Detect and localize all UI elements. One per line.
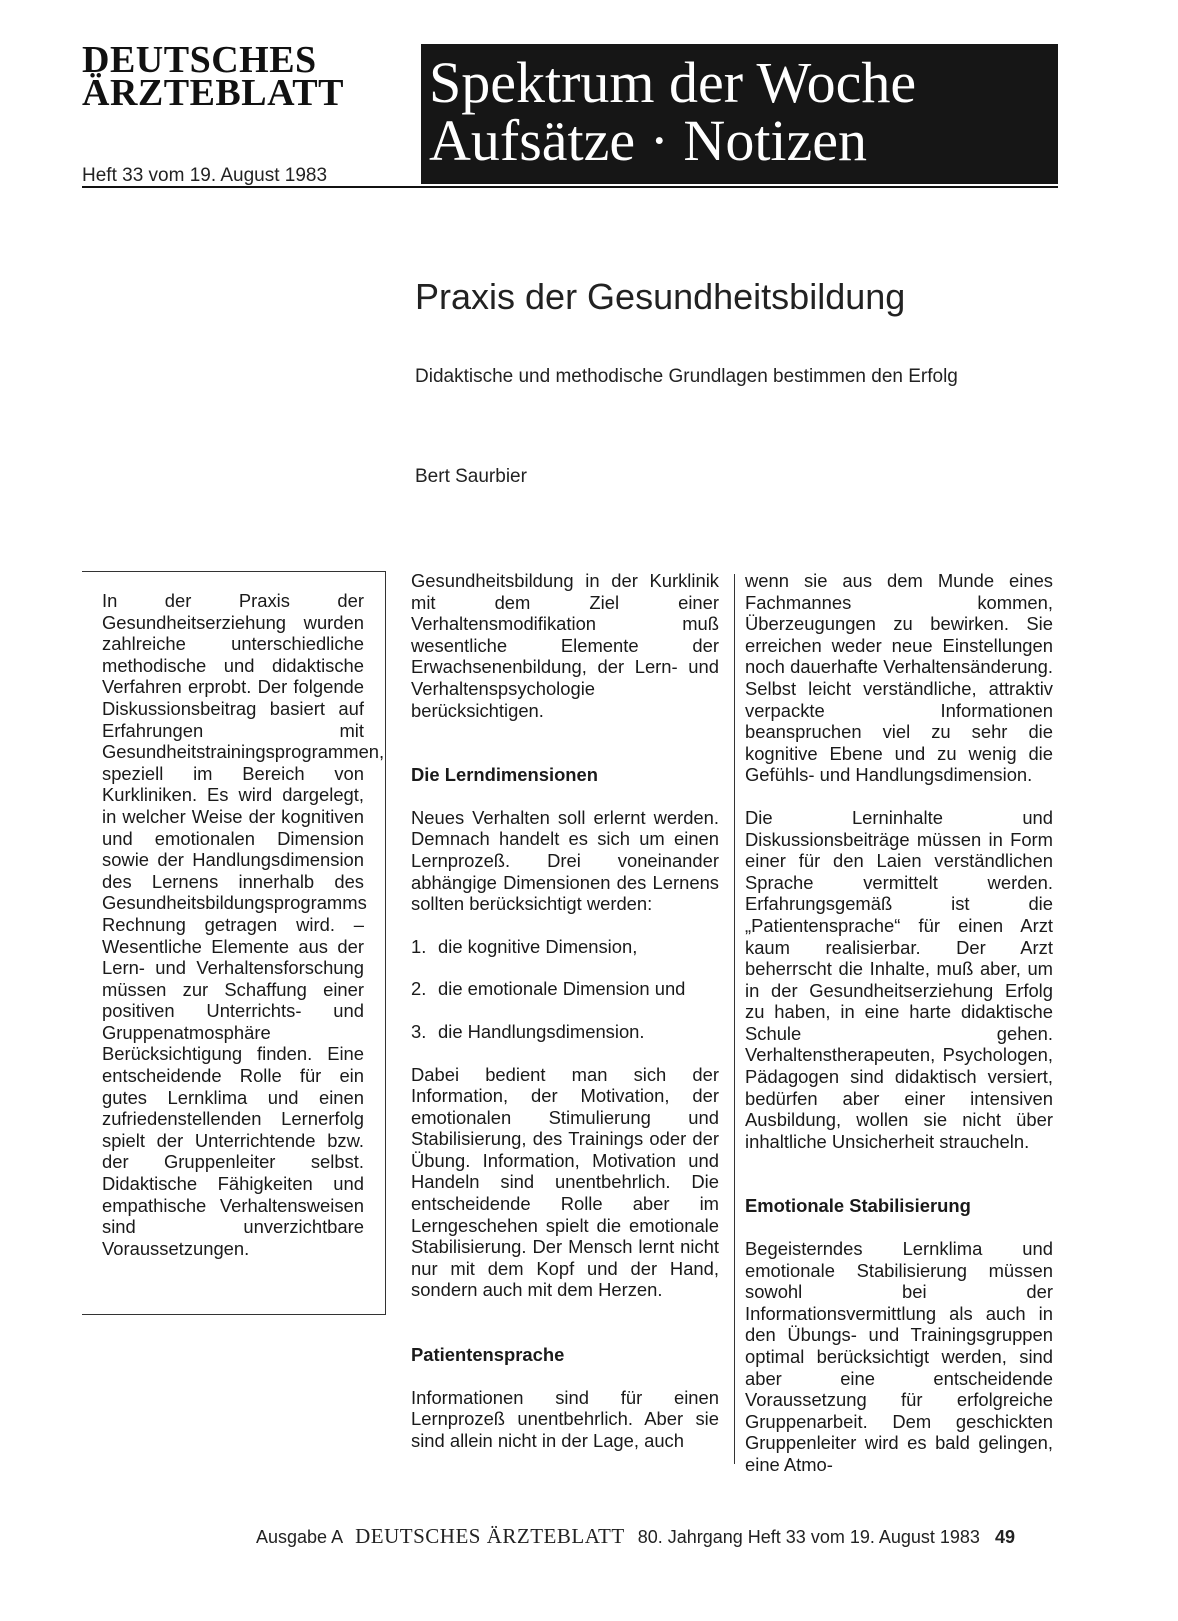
header-rule — [82, 186, 1058, 188]
list-item-text: die kognitive Dimension, — [438, 935, 638, 957]
list-item — [411, 1021, 719, 1043]
list-item — [411, 936, 719, 958]
col2-para-2: Dabei bedient man sich der Information, der Motivation, der emotionalen Stimulierung und Stabilisierung, des Trainings oder der Übung. Information, Motivation und Handeln sind unentbehrlich. Die entscheidende Rolle aber im Lerngeschehen spielt die emotionale Stabilisierung. Der Mensch lernt nicht nur mit dem Kopf und der Hand, sondern auch mit dem Herzen. — [411, 1063, 719, 1301]
list-item-number: 1. — [411, 935, 427, 957]
col3-para-3: Begeisterndes Lernklima und emotionale Stabilisierung müssen sowohl bei der Informationsvermittlung als auch in den Übungs- und Trainingsgruppen optimal berücksichtigt werden, sind aber eine entscheidende Voraussetzung für erfolgreiche Gruppenarbeit. Dem geschickten Gruppenleiter wird es bald gelingen, eine Atmo- — [745, 1238, 1053, 1475]
footer-edition: Ausgabe A — [256, 1527, 343, 1547]
page-footer — [256, 1524, 1015, 1549]
article-title: Praxis der Gesundheitsbildung — [415, 276, 906, 317]
col3-para-2: Die Lerninhalte und Diskussionsbeiträge müssen in Form einer für den Laien verständlichen Sprache vermittelt werden. Erfahrungsgemäß ist die „Patientensprache“ für einen Arzt kaum realisierbar. Der Arzt beherrscht die Inhalte, muß aber, um in der Gesundheitserziehung Erfolg zu haben, in eine harte didaktische Schule gehen. Verhaltenstherapeuten, Psychologen, Pädagogen sind didaktisch versiert, bedürfen aber einer intensiven Ausbildung, wollen sie nicht über inhaltliche Unsicherheit straucheln. — [745, 806, 1053, 1152]
heading-patientensprache: Patientensprache — [411, 1344, 565, 1366]
heading-lerndimensionen: Die Lerndimensionen — [411, 764, 599, 786]
masthead-line-2: ÄRZTEBLATT — [82, 72, 344, 114]
article-subtitle: Didaktische und methodische Grundlagen bestimmen den Erfolg — [415, 366, 958, 387]
column-3 — [745, 570, 1053, 1476]
list-item-number: 3. — [411, 1020, 427, 1042]
col3-para-1: wenn sie aus dem Munde eines Fachmannes kommen, Überzeugungen zu bewirken. Sie erreichen weder neue Einstellungen noch dauerhafte Verhaltensänderung. Selbst leicht verständliche, attraktiv verpackte Informationen beanspruchen viel zu sehr die kognitive Ebene und zu wenig die Gefühls- und Handlungsdimension. — [745, 570, 1053, 786]
page-number: 49 — [994, 1527, 1015, 1547]
footer-magazine: DEUTSCHES ÄRZTEBLATT — [355, 1524, 625, 1548]
masthead-logo — [82, 39, 344, 114]
list-item-text: die Handlungsdimension. — [438, 1020, 645, 1042]
col2-para-1: Neues Verhalten soll erlernt werden. Demnach handelt es sich um einen Lernprozeß. Drei voneinander abhängige Dimensionen des Lernens sollten berücksichtigt werden: — [411, 806, 719, 915]
heading-emotionale-stabilisierung: Emotionale Stabilisierung — [745, 1195, 971, 1217]
list-item — [411, 978, 719, 1000]
list-item-text: die emotionale Dimension und — [438, 978, 686, 1000]
col2-para-3: Informationen sind für einen Lernprozeß unentbehrlich. Aber sie sind allein nicht in der Lage, auch — [411, 1386, 719, 1451]
article-author: Bert Saurbier — [415, 466, 527, 487]
issue-line: Heft 33 vom 19. August 1983 — [82, 165, 328, 186]
masthead-line-1: DEUTSCHES — [82, 39, 317, 81]
section-banner-line-2: Aufsätze · Notizen — [429, 108, 868, 173]
column-2 — [411, 570, 719, 1451]
section-banner-line-1: Spektrum der Woche — [429, 50, 917, 115]
col2-intro: Gesundheitsbildung in der Kurklinik mit dem Ziel einer Verhaltensmodifikation muß wesentliche Elemente der Erwachsenenbildung, der Lern- und Verhaltenspsychologie berücksichtigen. — [411, 570, 719, 721]
list-item-number: 2. — [411, 978, 427, 1000]
section-banner — [421, 44, 1058, 184]
column-divider — [734, 574, 735, 1464]
abstract-text: In der Praxis der Gesundheitserziehung wurden zahlreiche unterschiedliche methodische und didaktische Verfahren erprobt. Der folgende Diskussionsbeitrag basiert auf Erfahrungen mit Gesundheitstrainingsprogrammen, speziell im Bereich von Kurkliniken. Es wird dargelegt, in welcher Weise der kognitiven und emotionalen Dimension sowie der Handlungsdimension des Lernens innerhalb des Gesundheitsbildungsprogramms Rechnung getragen wird. – Wesentliche Elemente aus der Lern- und Verhaltensforschung müssen zur Schaffung einer positiven Unterrichts- und Gruppenatmosphäre Berücksichtigung finden. Eine entscheidende Rolle für ein gutes Lernklima und einen zufriedenstellenden Lernerfolg spielt der Unterrichtende bzw. der Gruppenleiter selbst. Didaktische Fähigkeiten und empathische Verhaltensweisen sind unverzichtbare Voraussetzungen. — [102, 590, 385, 1259]
footer-volume: 80. Jahrgang Heft 33 vom 19. August 1983 — [637, 1527, 980, 1547]
